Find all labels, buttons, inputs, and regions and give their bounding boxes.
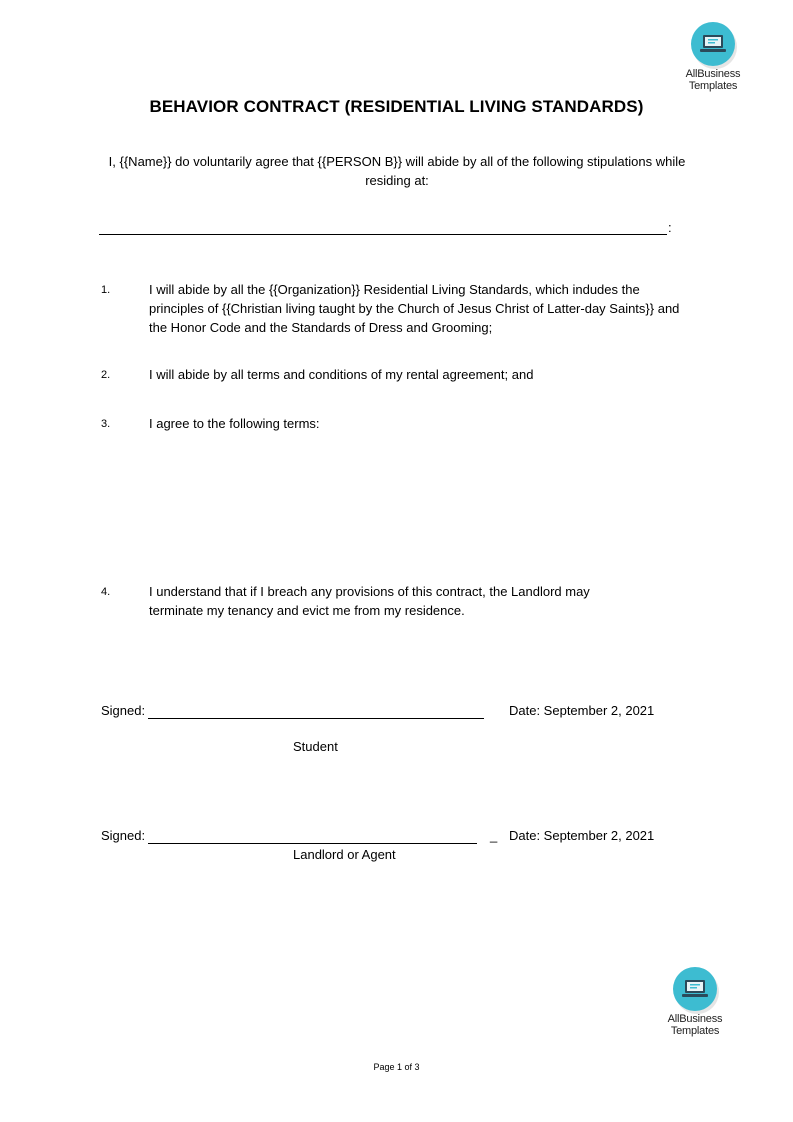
intro-paragraph: I, {{Name}} do voluntarily agree that {{PERSON B}} will abide by all of the following stipulations while residing at: [108,154,686,188]
document-title: BEHAVIOR CONTRACT (RESIDENTIAL LIVING STANDARDS) [149,97,644,116]
date-label: Date: September 2, 2021 [509,828,655,843]
laptop-icon [673,967,717,1011]
signature-line [148,843,477,844]
page-number: Page 1 of 3 [373,1062,420,1072]
item-text: I will abide by all the {{Organization}} Residential Living Standards, which indudes the principles of {{Christian living taught by the Church of Jesus Christ of Latter-day Saints}} and the Honor Code and the Standards of Dress and Grooming; [149,282,680,335]
signature-line [148,718,484,719]
brand-logo-text: AllBusiness Templates [685,68,741,92]
signed-label: Signed: [101,703,146,718]
item-text: I understand that if I breach any provisions of this contract, the Landlord may terminate my tenancy and evict me from my residence. [149,584,590,618]
item-text: I will abide by all terms and conditions of my rental agreement; and [149,367,534,382]
signature-extra-mark: _ [490,828,498,843]
signer-role: Student [293,739,338,754]
signer-role: Landlord or Agent [293,847,396,862]
item-number: 2. [101,369,111,381]
item-number: 1. [101,284,111,296]
item-number: 3. [101,418,111,430]
address-colon: : [668,220,672,235]
item-text: I agree to the following terms: [149,416,320,431]
brand-logo-bottom [655,967,735,1037]
address-blank-line [99,218,667,235]
brand-logo-text: AllBusiness Templates [667,1013,723,1037]
laptop-icon [691,22,735,66]
item-number: 4. [101,586,111,598]
brand-logo-top [673,22,753,92]
date-label: Date: September 2, 2021 [509,703,655,718]
signed-label: Signed: [101,828,146,843]
